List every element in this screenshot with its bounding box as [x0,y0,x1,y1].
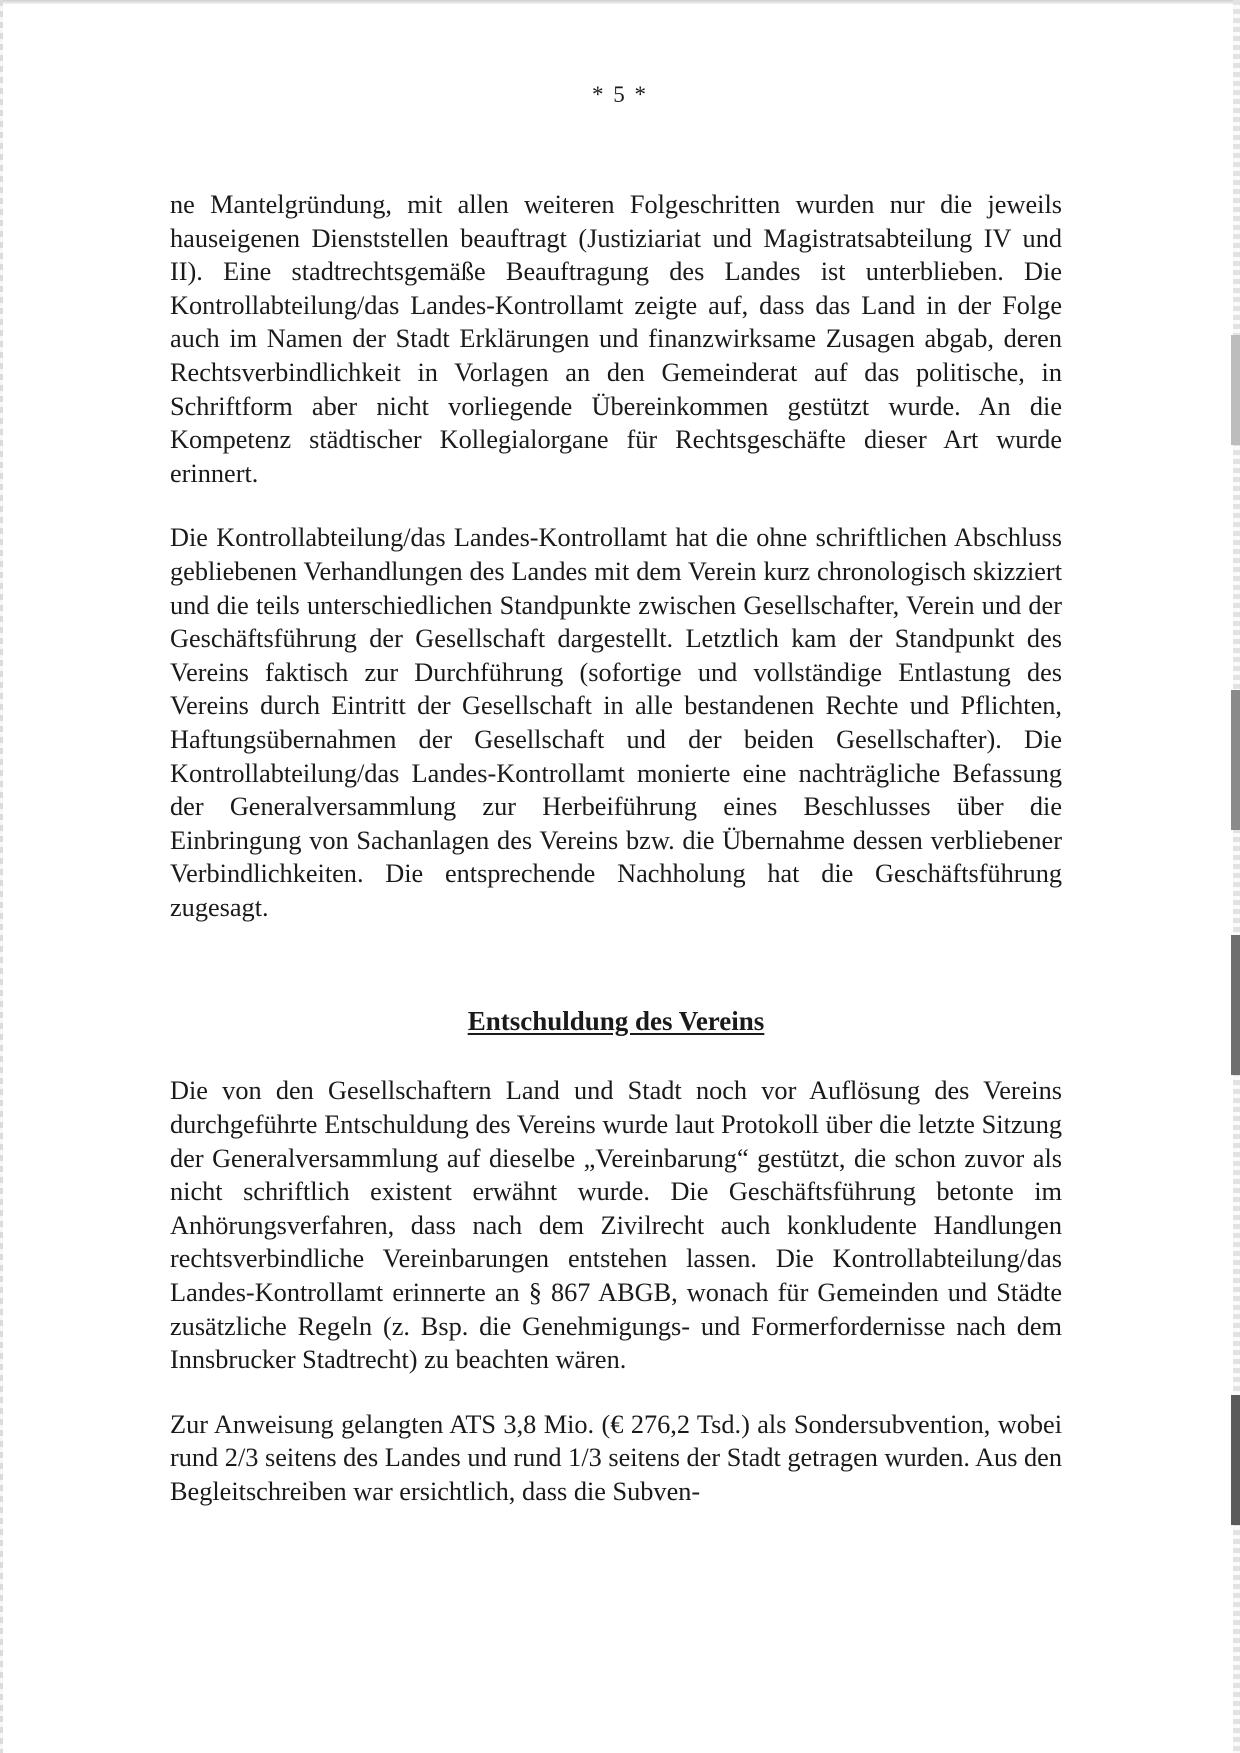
scan-mark [1231,1395,1240,1525]
paragraph-verhandlungen: Die Kontrollabteilung/das Landes-Kontrollamt hat die ohne schriftlichen Abschluss gebliebenen Verhandlungen des Landes mit dem Verein kurz chronologisch skizziert und die teils unterschiedlichen Standpunkte zwischen Gesellschafter, Verein und der Geschäftsführung der Gesellschaft dargestellt. Letztlich kam der Standpunkt des Vereins faktisch zur Durchführung (sofortige und vollständige Entlastung des Vereins durch Eintritt der Gesellschaft in alle bestandenen Rechte und Pflichten, Haftungsübernahmen der Gesellschaft und der beiden Gesellschafter). Die Kontrollabteilung/das Landes-Kontrollamt monierte eine nachträgliche Befassung der Generalversammlung zur Herbeiführung eines Beschlusses über die Einbringung von Sachanlagen des Vereins bzw. die Übernahme dessen verbliebener Verbindlichkeiten. Die entsprechende Nachholung hat die Geschäftsführung zugesagt. [170,523,1062,922]
page-number: * 5 * [592,82,648,107]
section-heading: Entschuldung des Vereins [467,1006,765,1037]
paragraph-entschuldung: Die von den Gesellschaftern Land und Stadt noch vor Auflösung des Vereins durchgeführte Entschuldung des Vereins wurde laut Protokoll über die letzte Sitzung der Generalversammlung auf dieselbe „Vereinbarung“ gestützt, die schon zuvor als nicht schriftlich existent erwähnt wurde. Die Geschäftsführung betonte im Anhörungsverfahren, dass nach dem Zivilrecht auch konkludente Handlungen rechtsverbindliche Vereinbarungen entstehen lassen. Die Kontrollabteilung/das Landes-Kontrollamt erinnerte an § 867 ABGB, wonach für Gemeinden und Städte zusätzliche Regeln (z. Bsp. die Genehmigungs- und Formerfordernisse nach dem Innsbrucker Stadtrecht) zu beachten wären. [170,1076,1062,1375]
scan-mark [1231,690,1240,830]
paragraph-anweisung: Zur Anweisung gelangten ATS 3,8 Mio. (€ 276,2 Tsd.) als Sondersubvention, wobei rund 2/3 seitens des Landes und rund 1/3 seitens der Stadt getragen wurden. Aus den Begleitschreiben war ersichtlich, dass die Subven- [170,1409,1062,1506]
scan-edge-top [0,0,1240,4]
scan-edge-left [0,0,3,1753]
paragraph-mantelgruendung: ne Mantelgründung, mit allen weiteren Folgeschritten wurden nur die jeweils hauseigenen Dienststellen beauftragt (Justiziariat und Magistratsabteilung IV und II). Eine stadtrechtsgemäße Beauftragung des Landes ist unterblieben. Die Kontrollabteilung/das Landes-Kontrollamt zeigte auf, dass das Land in der Folge auch im Namen der Stadt Erklärungen und finanzwirksame Zusagen abgab, deren Rechtsverbindlichkeit in Vorlagen an den Gemeinderat auf das politische, in Schriftform aber nicht vorliegende Übereinkommen gestützt wurde. An die Kompetenz städtischer Kollegialorgane für Rechtsgeschäfte dieser Art wurde erinnert. [170,190,1062,488]
scan-mark [1231,935,1240,1075]
document-body [170,188,1062,1509]
scan-mark [1231,335,1240,445]
